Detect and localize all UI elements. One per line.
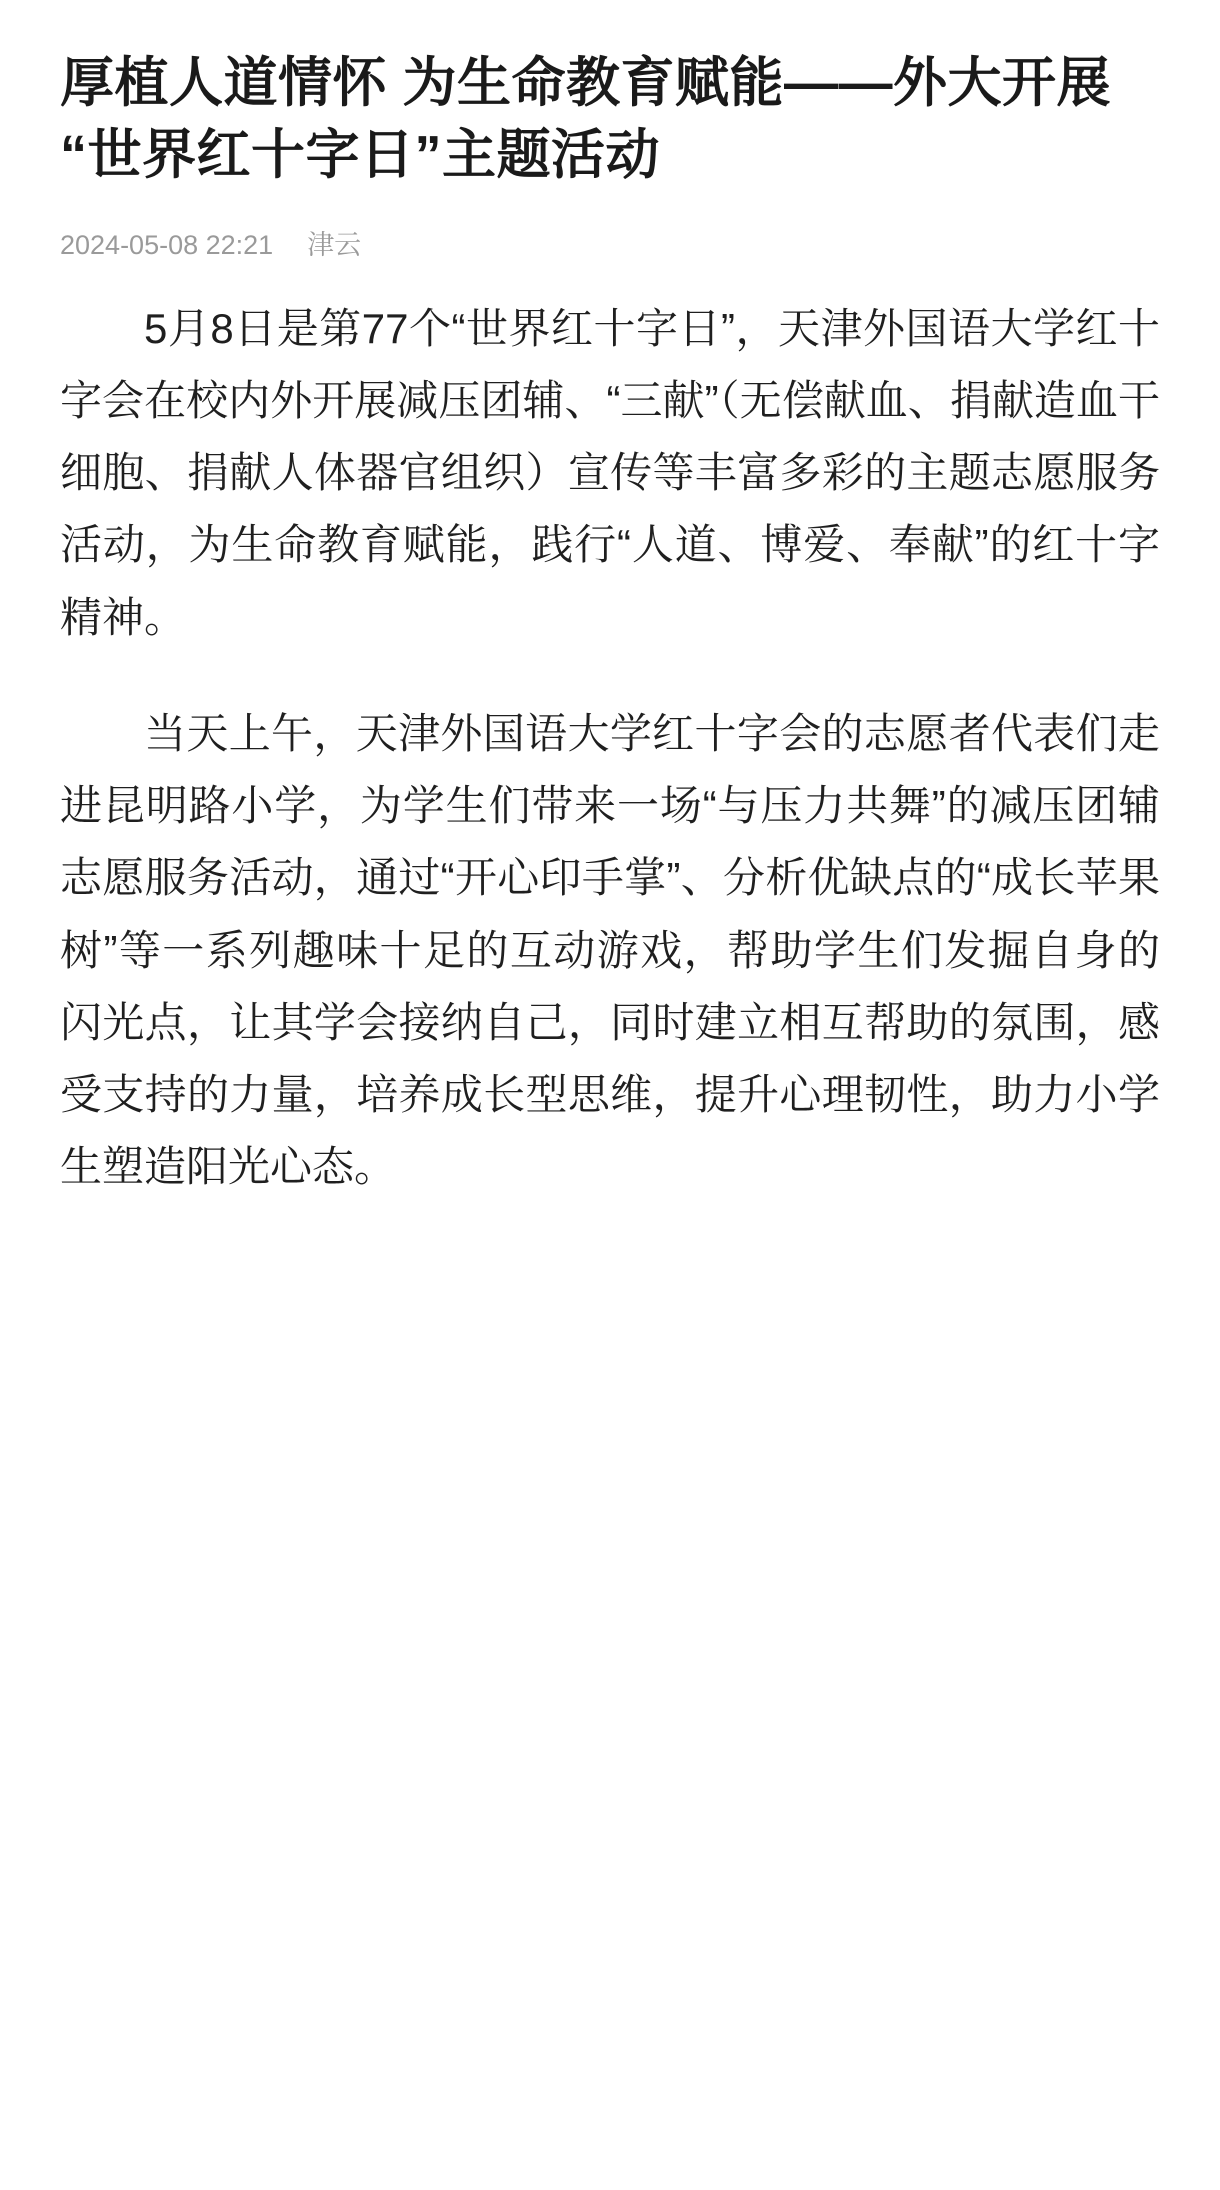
source-label: 津云 — [307, 229, 362, 260]
publish-timestamp: 2024-05-08 22:21 — [60, 229, 274, 260]
article-paragraph: 当天上午，天津外国语大学红十字会的志愿者代表们走进昆明路小学，为学生们带来一场“与压力共舞”的减压团辅志愿服务活动，通过“开心印手掌”、分析优缺点的“成长苹果树”等一系列趣味十足的互动游戏，帮助学生们发掘自身的闪光点，让其学会接纳自己，同时建立相互帮助的氛围，感受支持的力量，培养成长型思维，提升心理韧性，助力小学生塑造阳光心态。 — [60, 709, 1160, 1191]
article-meta — [60, 229, 1160, 260]
page-title: 厚植人道情怀 为生命教育赋能——外大开展“世界红十字日”主题活动 — [60, 53, 1112, 185]
article-paragraph: 5月8日是第77个“世界红十字日”，天津外国语大学红十字会在校内外开展减压团辅、“三献”（无偿献血、捐献造血干细胞、捐献人体器官组织）宣传等丰富多彩的主题志愿服务活动，为生命教育赋能，践行“人道、博爱、奉献”的红十字精神。 — [60, 304, 1160, 641]
